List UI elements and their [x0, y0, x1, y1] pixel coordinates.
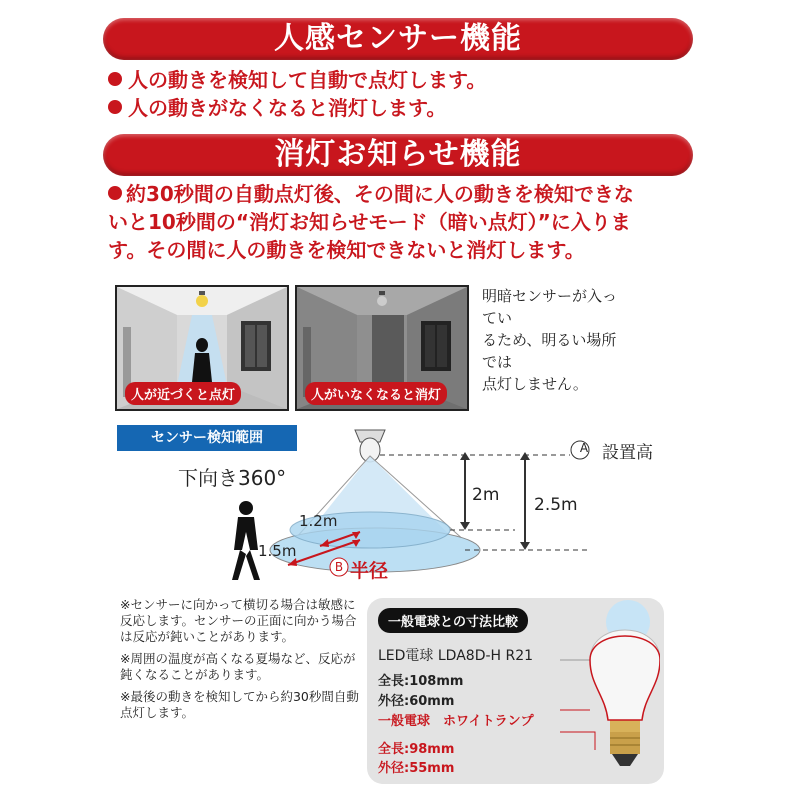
radius-1-5m-label: 1.5m	[258, 542, 297, 560]
bullet-dot-icon	[108, 186, 122, 200]
notice-line-1-text: 約30秒間の自動点灯後、その間に人の動きを検知できな	[126, 182, 634, 206]
room-lit-label: 人が近づくと点灯	[125, 382, 241, 405]
notes-block	[120, 597, 360, 727]
standard-length: 全長:98mm	[378, 742, 455, 757]
notice-line-1	[108, 180, 698, 208]
downward-direction-label: 下向き360°	[178, 466, 287, 490]
sensor-bullet-2	[108, 92, 446, 121]
room-dark-label: 人がいなくなると消灯	[305, 382, 447, 405]
height-2m-label: 2m	[472, 485, 500, 505]
led-bulb-name: LED電球 LDA8D-H R21	[378, 648, 534, 664]
sensor-bullet-1	[108, 64, 486, 93]
led-length: 全長:108mm	[378, 674, 464, 689]
range-diagram	[210, 420, 670, 595]
light-sensor-note-line-3: 点灯しません。	[482, 375, 588, 393]
marker-b-label: B	[334, 560, 344, 574]
off-notice-banner	[103, 134, 693, 176]
room-dark-illustration	[295, 285, 469, 411]
off-notice-title: 消灯お知らせ機能	[274, 137, 522, 172]
light-sensor-note-line-1: 明暗センサーが入ってい	[482, 287, 618, 327]
radius-label: 半径	[350, 560, 389, 582]
size-comparison-title: 一般電球との寸法比較	[378, 608, 528, 633]
install-height-label: 設置高	[602, 443, 653, 463]
notice-line-2: いと10秒間の“消灯お知らせモード（暗い点灯）”に入りま	[108, 210, 631, 234]
led-diameter: 外径:60mm	[378, 694, 455, 709]
light-sensor-note-line-2: るため、明るい場所では	[482, 331, 617, 371]
note-1: ※センサーに向かって横切る場合は敏感に反応します。センサーの正面に向かう場合は反応が鈍いことがあります。	[120, 597, 357, 644]
bullet-text: 人の動きがなくなると消灯します。	[128, 96, 447, 120]
radius-1-2m-label: 1.2m	[299, 512, 338, 530]
bulb-comparison-illustration	[560, 600, 660, 785]
standard-diameter: 外径:55mm	[378, 761, 455, 776]
notice-line-3: す。その間に人の動きを検知できないと消灯します。	[108, 238, 585, 262]
sensor-function-title: 人感センサー機能	[274, 21, 522, 56]
note-2: ※周囲の温度が高くなる夏場など、反応が鈍くなることがあります。	[120, 651, 356, 682]
light-sensor-note	[482, 285, 622, 395]
marker-a-label: A	[579, 441, 589, 455]
off-notice-paragraph	[108, 180, 698, 264]
sensor-function-banner	[103, 18, 693, 60]
height-2-5m-label: 2.5m	[534, 495, 578, 515]
note-3: ※最後の動きを検知してから約30秒間自動点灯します。	[120, 689, 359, 720]
room-lit-illustration	[115, 285, 289, 411]
sensor-range-badge: センサー検知範囲	[117, 425, 297, 451]
bullet-text: 人の動きを検知して自動で点灯します。	[128, 68, 487, 92]
bullet-dot-icon	[108, 100, 122, 114]
bullet-dot-icon	[108, 72, 122, 86]
standard-bulb-name: 一般電球 ホワイトランプ	[378, 714, 534, 729]
